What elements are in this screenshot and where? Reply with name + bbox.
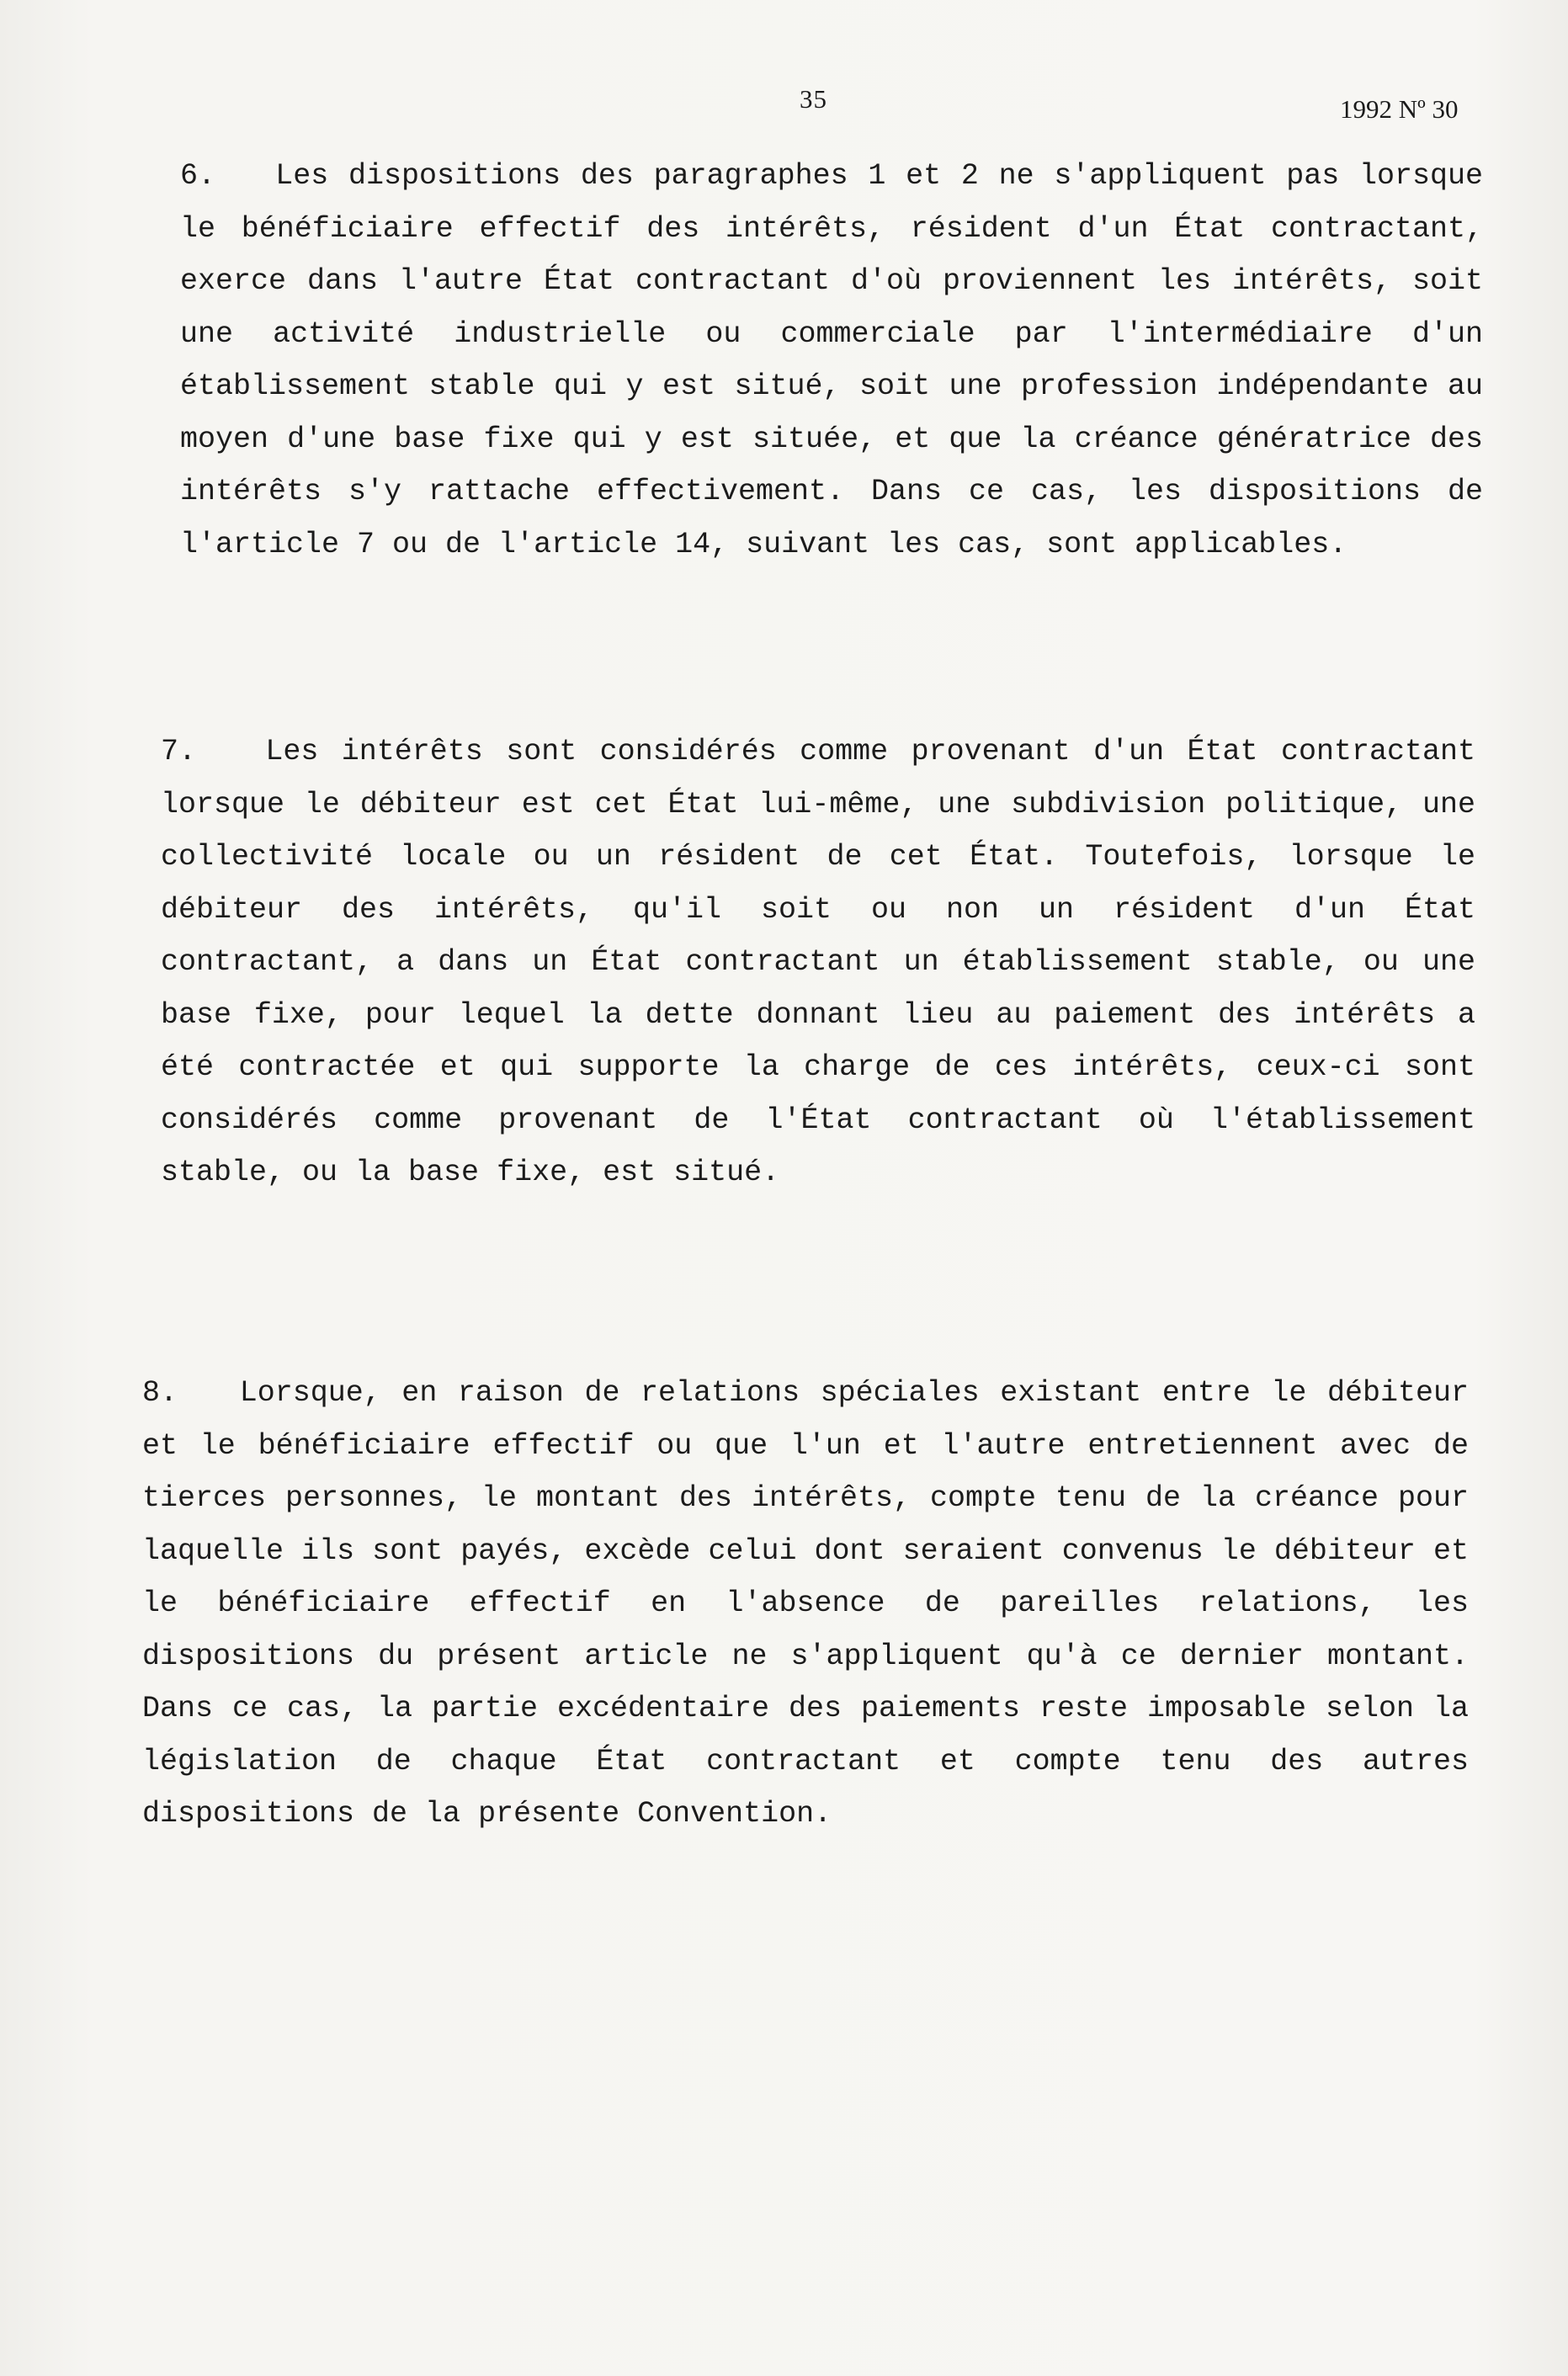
paragraph-text: Les dispositions des paragraphes 1 et 2 ne s'appliquent pas lorsque le bénéficiaire effectif des intérêts, résident d'un État contractant, exerce dans l'autre État contractant d'où proviennent les intérêts, soit une activité industrielle ou commerciale par l'intermédiaire d'un établissement stable qui y est situé, soit une profession indépendante au moyen d'une base fixe qui y est située, et que la créance génératrice des intérêts s'y rattache effectivement. Dans ce cas, les dispositions de l'article 7 ou de l'article 14, suivant les cas, sont applicables. bbox=[180, 159, 1483, 561]
paragraph-number: 6. bbox=[180, 159, 216, 193]
paragraph-number: 7. bbox=[161, 735, 197, 768]
document-reference: 1992 Nº 30 bbox=[1340, 94, 1459, 124]
paragraph-8 bbox=[142, 1367, 1469, 1841]
paragraph-text: Les intérêts sont considérés comme provenant d'un État contractant lorsque le débiteur est cet État lui-même, une subdivision politique, une collectivité locale ou un résident de cet État. Toutefois, lorsque le débiteur des intérêts, qu'il soit ou non un résident d'un État contractant, a dans un État contractant un établissement stable, ou une base fixe, pour lequel la dette donnant lieu au paiement des intérêts a été contractée et qui supporte la charge de ces intérêts, ceux-ci sont considérés comme provenant de l'État contractant où l'établissement stable, ou la base fixe, est situé. bbox=[161, 735, 1475, 1189]
paragraph-number: 8. bbox=[142, 1376, 178, 1410]
paragraph-6 bbox=[180, 150, 1483, 571]
page-number: 35 bbox=[800, 84, 827, 114]
paragraph-7 bbox=[161, 726, 1475, 1199]
paragraph-text: Lorsque, en raison de relations spéciales existant entre le débiteur et le bénéficiaire effectif ou que l'un et l'autre entretiennent avec de tierces personnes, le montant des intérêts, compte tenu de la créance pour laquelle ils sont payés, excède celui dont seraient convenus le débiteur et le bénéficiaire effectif en l'absence de pareilles relations, les dispositions du présent article ne s'appliquent qu'à ce dernier montant. Dans ce cas, la partie excédentaire des paiements reste imposable selon la législation de chaque État contractant et compte tenu des autres dispositions de la présente Convention. bbox=[142, 1376, 1470, 1831]
